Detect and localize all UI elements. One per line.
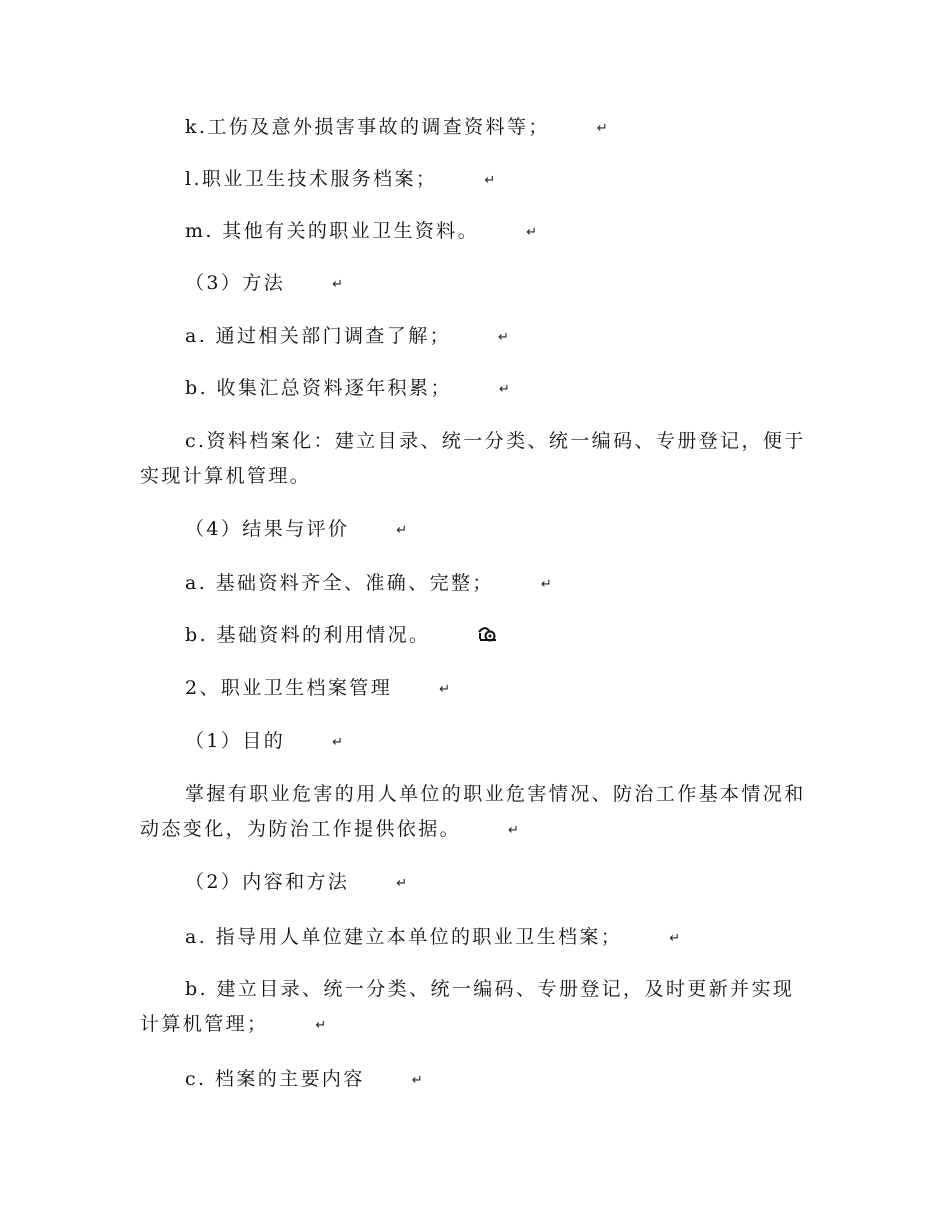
paragraph-a-content bbox=[140, 920, 810, 956]
paragraph-mark-icon: ↵ bbox=[439, 681, 450, 697]
paragraph-b-result bbox=[140, 618, 810, 654]
paragraph-text: k.工伤及意外损害事故的调查资料等； bbox=[185, 116, 550, 138]
paragraph-a-result bbox=[140, 566, 810, 602]
paragraph-mark-icon: ↵ bbox=[332, 276, 343, 292]
section-heading-archive bbox=[140, 671, 810, 707]
paragraph-mark-icon: ↵ bbox=[396, 875, 408, 891]
paragraph-text: a. 通过相关部门调查了解； bbox=[185, 325, 452, 347]
paragraph-m bbox=[140, 214, 810, 250]
paragraph-b-content bbox=[140, 972, 810, 1043]
paragraph-text: a. 基础资料齐全、准确、完整； bbox=[185, 572, 494, 594]
paragraph-mark-icon: ↵ bbox=[396, 522, 408, 538]
paragraph-text: b. 建立目录、统一分类、统一编码、专册登记，及时更新并实现计算机管理； bbox=[140, 978, 795, 1035]
paragraph-mark-icon: ↵ bbox=[540, 576, 552, 592]
paragraph-l bbox=[140, 162, 810, 198]
paragraph-mark-icon: ↵ bbox=[498, 381, 510, 397]
section-heading-result bbox=[140, 512, 810, 548]
paragraph-c-content bbox=[140, 1062, 810, 1098]
paragraph-k bbox=[140, 110, 810, 146]
heading-text: （3）方法 bbox=[185, 272, 286, 294]
paragraph-text: c.资料档案化：建立目录、统一分类、统一编码、专册登记，便于实现计算机管理。 bbox=[140, 430, 806, 487]
paragraph-mark-icon: ↵ bbox=[411, 1072, 423, 1088]
paragraph-b bbox=[140, 371, 810, 407]
snail-glyph-icon bbox=[432, 619, 499, 654]
paragraph-a bbox=[140, 319, 810, 355]
heading-text: （2）内容和方法 bbox=[185, 871, 350, 893]
paragraph-text: b. 收集汇总资料逐年积累； bbox=[185, 377, 452, 399]
heading-text: （4）结果与评价 bbox=[185, 518, 350, 540]
paragraph-text: l.职业卫生技术服务档案； bbox=[185, 168, 438, 190]
paragraph-mark-icon: ↵ bbox=[332, 734, 343, 750]
heading-text: （1）目的 bbox=[185, 730, 286, 752]
paragraph-mark-icon: ↵ bbox=[669, 930, 681, 946]
paragraph-text: b. 基础资料的利用情况。 bbox=[185, 624, 431, 646]
paragraph-text: c. 档案的主要内容 bbox=[185, 1068, 365, 1090]
section-heading-method bbox=[140, 266, 810, 302]
paragraph-mark-icon: ↵ bbox=[315, 1017, 327, 1033]
paragraph-mark-icon: ↵ bbox=[498, 329, 509, 345]
paragraph-mark-icon: ↵ bbox=[526, 224, 538, 240]
paragraph-purpose bbox=[140, 777, 810, 848]
section-heading-content bbox=[140, 865, 810, 901]
paragraph-text: 掌握有职业危害的用人单位的职业危害情况、防治工作基本情况和动态变化，为防治工作提供依据。 bbox=[140, 783, 806, 840]
paragraph-mark-icon: ↵ bbox=[596, 120, 608, 136]
paragraph-text: a. 指导用人单位建立本单位的职业卫生档案； bbox=[185, 926, 623, 948]
paragraph-mark-icon: ↵ bbox=[484, 172, 496, 188]
section-heading-purpose bbox=[140, 724, 810, 760]
paragraph-c bbox=[140, 424, 810, 494]
paragraph-text: m. 其他有关的职业卫生资料。 bbox=[185, 220, 480, 242]
heading-text: 2、职业卫生档案管理 bbox=[185, 677, 393, 699]
paragraph-mark-icon: ↵ bbox=[508, 822, 519, 838]
